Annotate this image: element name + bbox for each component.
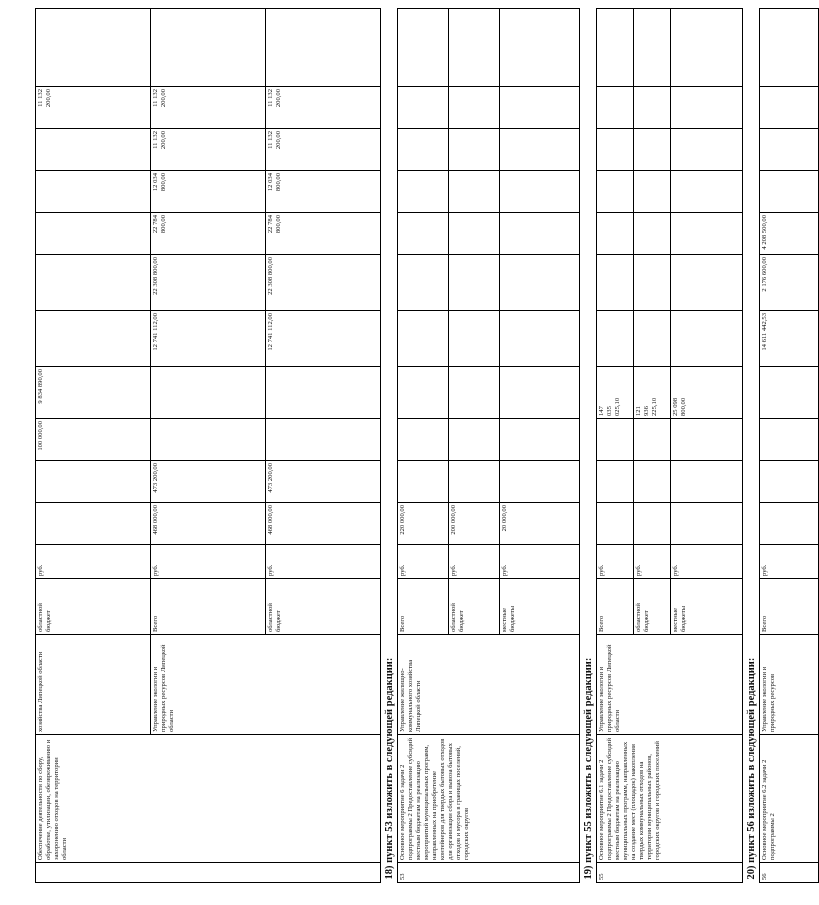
empty-cell bbox=[500, 461, 580, 503]
table-row bbox=[597, 9, 634, 883]
empty-cell bbox=[398, 419, 449, 461]
value-cell: 12 741 112,00 bbox=[266, 311, 381, 367]
value-cell: 9 834 890,00 bbox=[36, 367, 151, 419]
empty-cell bbox=[449, 171, 500, 213]
executor-cell: Управление экологии и природных ресурсов Липецкой области bbox=[151, 635, 381, 735]
empty-cell bbox=[760, 461, 819, 503]
empty-cell bbox=[449, 213, 500, 255]
empty-cell bbox=[449, 419, 500, 461]
empty-cell bbox=[634, 9, 671, 87]
value-cell bbox=[266, 367, 381, 419]
empty-cell bbox=[500, 171, 580, 213]
empty-cell bbox=[597, 87, 634, 129]
empty-cell bbox=[500, 255, 580, 311]
empty-cell bbox=[760, 367, 819, 419]
value-cell: 473 200,00 bbox=[266, 461, 381, 503]
value-cell: 14 611 442,53 bbox=[760, 311, 819, 367]
empty-cell bbox=[398, 461, 449, 503]
value-cell: 12 034 800,00 bbox=[151, 171, 266, 213]
empty-cell bbox=[449, 9, 500, 87]
unit-cell: руб. bbox=[500, 545, 580, 579]
source-cell: областной бюджет bbox=[266, 579, 381, 635]
value-cell: 12 034 800,00 bbox=[266, 171, 381, 213]
value-cell bbox=[36, 213, 151, 255]
value-cell: 20 000,00 bbox=[500, 503, 580, 545]
value-cell bbox=[36, 255, 151, 311]
empty-cell bbox=[597, 9, 634, 87]
empty-cell bbox=[760, 419, 819, 461]
empty-cell bbox=[634, 419, 671, 461]
empty-cell bbox=[634, 503, 671, 545]
source-cell: областной бюджет bbox=[36, 579, 151, 635]
empty-cell bbox=[500, 419, 580, 461]
value-cell bbox=[36, 503, 151, 545]
empty-cell bbox=[671, 419, 743, 461]
empty-cell bbox=[671, 213, 743, 255]
executor-cell: хозяйства Липецкой области bbox=[36, 635, 151, 735]
empty-cell bbox=[634, 311, 671, 367]
value-cell: 22 784 800,00 bbox=[151, 213, 266, 255]
value-cell: 22 308 800,00 bbox=[151, 255, 266, 311]
empty-cell bbox=[500, 213, 580, 255]
empty-cell bbox=[597, 255, 634, 311]
source-cell: Всего bbox=[398, 579, 449, 635]
section-heading-row bbox=[381, 9, 398, 883]
empty-cell bbox=[597, 311, 634, 367]
empty-cell bbox=[398, 311, 449, 367]
section-heading: 19) пункт 55 изложить в следующей редакции: bbox=[580, 9, 597, 883]
section-heading-row bbox=[743, 9, 760, 883]
value-cell: 22 784 800,00 bbox=[266, 213, 381, 255]
empty-cell bbox=[398, 171, 449, 213]
unit-cell: руб. bbox=[36, 545, 151, 579]
empty-cell bbox=[597, 419, 634, 461]
empty-cell bbox=[671, 311, 743, 367]
empty-cell bbox=[597, 461, 634, 503]
value-cell: 147 035 025,10 bbox=[597, 367, 634, 419]
empty-cell bbox=[634, 461, 671, 503]
empty-cell bbox=[36, 9, 151, 87]
item-number: 53 bbox=[398, 863, 580, 883]
empty-cell bbox=[151, 9, 266, 87]
empty-cell bbox=[760, 171, 819, 213]
empty-cell bbox=[449, 87, 500, 129]
empty-cell bbox=[500, 311, 580, 367]
unit-cell: руб. bbox=[760, 545, 819, 579]
value-cell: 100 000,00 bbox=[36, 419, 151, 461]
value-cell bbox=[266, 419, 381, 461]
value-cell: 11 132 200,00 bbox=[266, 129, 381, 171]
empty-cell bbox=[671, 87, 743, 129]
value-cell: 468 000,00 bbox=[266, 503, 381, 545]
source-cell: Всего bbox=[597, 579, 634, 635]
value-cell bbox=[36, 461, 151, 503]
section-heading-row bbox=[580, 9, 597, 883]
empty-cell bbox=[449, 255, 500, 311]
value-cell: 4 208 500,00 bbox=[760, 213, 819, 255]
value-cell: 22 308 800,00 bbox=[266, 255, 381, 311]
value-cell: 25 098 800,00 bbox=[671, 367, 743, 419]
empty-cell bbox=[597, 213, 634, 255]
executor-cell: Управление экологии и природных ресурсов bbox=[760, 635, 819, 735]
value-cell: 468 000,00 bbox=[151, 503, 266, 545]
empty-cell bbox=[634, 213, 671, 255]
unit-cell: руб. bbox=[266, 545, 381, 579]
section-heading: 20) пункт 56 изложить в следующей редакции: bbox=[743, 9, 760, 883]
empty-cell bbox=[398, 129, 449, 171]
item-number: 55 bbox=[597, 863, 743, 883]
source-cell: местные бюджеты bbox=[500, 579, 580, 635]
empty-cell bbox=[449, 311, 500, 367]
source-cell: Всего bbox=[760, 579, 819, 635]
empty-cell bbox=[449, 367, 500, 419]
executor-cell: Управление жилищно-коммунального хозяйства Липецкой области bbox=[398, 635, 580, 735]
empty-cell bbox=[671, 503, 743, 545]
empty-cell bbox=[760, 129, 819, 171]
empty-cell bbox=[449, 129, 500, 171]
program-table bbox=[35, 8, 819, 883]
unit-cell: руб. bbox=[634, 545, 671, 579]
source-cell: местные бюджеты bbox=[671, 579, 743, 635]
value-cell: 473 200,00 bbox=[151, 461, 266, 503]
empty-cell bbox=[634, 129, 671, 171]
empty-cell bbox=[398, 213, 449, 255]
source-cell: Всего bbox=[151, 579, 266, 635]
unit-cell: руб. bbox=[449, 545, 500, 579]
activity-cell: Основное мероприятие 6.2 задачи 2 подпрограммы 2 bbox=[760, 735, 819, 863]
empty-cell bbox=[500, 129, 580, 171]
activity-cell: Обеспечение деятельности по сбору, обработке, утилизации, обезвреживанию и захоронению отходов на территории области bbox=[36, 735, 381, 863]
empty-cell bbox=[671, 461, 743, 503]
table-row bbox=[760, 9, 819, 883]
unit-cell: руб. bbox=[671, 545, 743, 579]
empty-cell bbox=[597, 129, 634, 171]
empty-cell bbox=[634, 171, 671, 213]
value-cell: 200 000,00 bbox=[449, 503, 500, 545]
empty-cell bbox=[500, 9, 580, 87]
value-cell: 11 132 200,00 bbox=[151, 87, 266, 129]
value-cell bbox=[36, 311, 151, 367]
empty-cell bbox=[671, 9, 743, 87]
empty-cell bbox=[500, 367, 580, 419]
section-heading: 18) пункт 53 изложить в следующей редакции: bbox=[381, 9, 398, 883]
empty-cell bbox=[671, 171, 743, 213]
table-row bbox=[398, 9, 449, 883]
empty-cell bbox=[634, 255, 671, 311]
empty-cell bbox=[760, 9, 819, 87]
activity-cell: Основное мероприятие 6 задачи 2 подпрограммы 2 Предоставление субсидий местным бюджетам на реализацию мероприятий муниципальных программ, направленных на приобретение контейнеров для твердых бытовых отходов для организации сбора и вывоза бытовых отходов и мусора в границах поселений, городских округов bbox=[398, 735, 580, 863]
empty-cell bbox=[760, 87, 819, 129]
value-cell: 11 132 200,00 bbox=[36, 87, 151, 129]
source-cell: областной бюджет bbox=[634, 579, 671, 635]
empty-cell bbox=[449, 461, 500, 503]
value-cell bbox=[36, 171, 151, 213]
empty-cell bbox=[671, 255, 743, 311]
empty-cell bbox=[597, 503, 634, 545]
empty-cell bbox=[398, 87, 449, 129]
source-cell: областной бюджет bbox=[449, 579, 500, 635]
table-row bbox=[36, 9, 151, 883]
empty-cell bbox=[266, 9, 381, 87]
empty-cell bbox=[398, 255, 449, 311]
empty-cell bbox=[500, 87, 580, 129]
value-cell: 11 132 200,00 bbox=[151, 129, 266, 171]
empty-cell bbox=[634, 87, 671, 129]
value-cell: 2 176 600,00 bbox=[760, 255, 819, 311]
item-number: 56 bbox=[760, 863, 819, 883]
unit-cell: руб. bbox=[151, 545, 266, 579]
empty-cell bbox=[760, 503, 819, 545]
value-cell: 220 000,00 bbox=[398, 503, 449, 545]
value-cell bbox=[36, 129, 151, 171]
empty-cell bbox=[597, 171, 634, 213]
unit-cell: руб. bbox=[597, 545, 634, 579]
empty-cell bbox=[36, 863, 381, 883]
value-cell: 12 741 112,00 bbox=[151, 311, 266, 367]
value-cell: 11 132 200,00 bbox=[266, 87, 381, 129]
executor-cell: Управление экологии и природных ресурсов Липецкой области bbox=[597, 635, 743, 735]
value-cell bbox=[151, 419, 266, 461]
unit-cell: руб. bbox=[398, 545, 449, 579]
activity-cell: Основное мероприятие 6.1 задачи 2 подпрограммы 2 Предоставление субсидий местным бюджетам на реализацию муниципальных программ, направленных на создание мест (площадок) накопления твердых коммунальных отходов на территории муниципальных районов, городских округов и городских поселений bbox=[597, 735, 743, 863]
empty-cell bbox=[398, 9, 449, 87]
value-cell bbox=[151, 367, 266, 419]
empty-cell bbox=[398, 367, 449, 419]
value-cell: 121 936 225,10 bbox=[634, 367, 671, 419]
empty-cell bbox=[671, 129, 743, 171]
